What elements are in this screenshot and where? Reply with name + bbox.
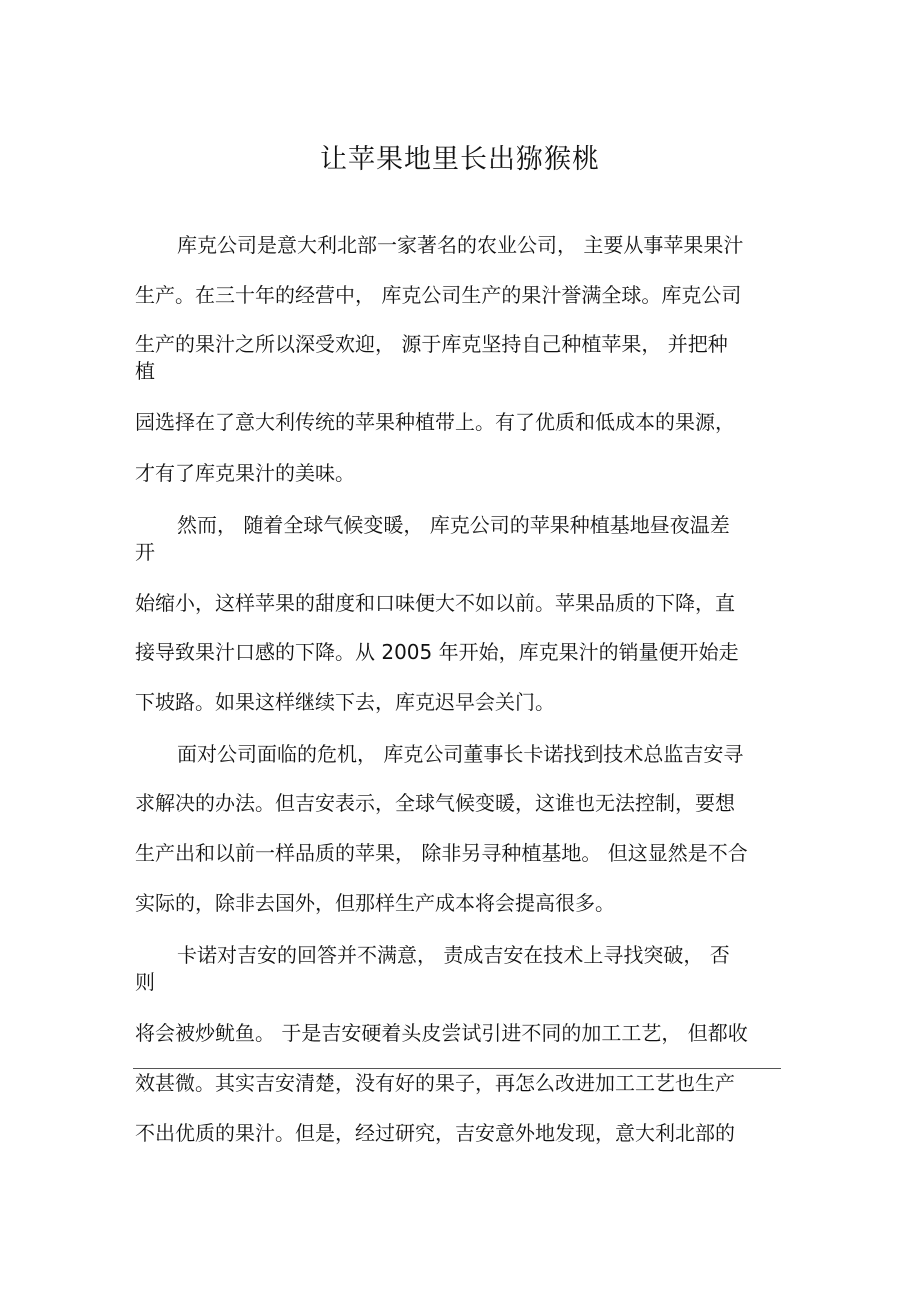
text-line: 卡诺对吉安的回答并不满意， 责成吉安在技术上寻找突破， 否 bbox=[177, 943, 730, 967]
text-line: 然而， 随着全球气候变暖， 库克公司的苹果种植基地昼夜温差 bbox=[177, 513, 730, 537]
text-line: 生产的果汁之所以深受欢迎， 源于库克坚持自己种植苹果， 并把种 bbox=[135, 332, 728, 356]
text-line: 实际的，除非去国外，但那样生产成本将会提高很多。 bbox=[135, 891, 615, 915]
text-line: 生产出和以前一样品质的苹果， 除非另寻种植基地。 但这显然是不合 bbox=[135, 841, 748, 865]
text-line: 生产。在三十年的经营中， 库克公司生产的果汁誉满全球。库克公司 bbox=[135, 283, 742, 307]
document-title: 让苹果地里长出猕猴桃 bbox=[320, 144, 600, 175]
text-line: 将会被炒鱿鱼。 于是吉安硬着头皮尝试引进不同的加工工艺， 但都收 bbox=[135, 1021, 748, 1045]
text-line: 才有了库克果汁的美味。 bbox=[135, 461, 355, 485]
text-line: 面对公司面临的危机， 库克公司董事长卡诺找到技术总监吉安寻 bbox=[177, 742, 744, 766]
text-line: 始缩小，这样苹果的甜度和口味便大不如以前。苹果品质的下降，直 bbox=[135, 591, 735, 615]
text-line: 求解决的办法。但吉安表示，全球气候变暖，这谁也无法控制，要想 bbox=[135, 791, 735, 815]
text-line: 不出优质的果汁。但是，经过研究，吉安意外地发现，意大利北部的 bbox=[135, 1121, 735, 1145]
text-line: 植 bbox=[135, 359, 155, 383]
text-line: 效甚微。其实吉安清楚，没有好的果子，再怎么改进加工工艺也生产 bbox=[135, 1071, 735, 1095]
text-line: 则 bbox=[135, 970, 155, 994]
text-line: 开 bbox=[135, 540, 155, 564]
text-line: 库克公司是意大利北部一家著名的农业公司， 主要从事苹果果汁 bbox=[177, 233, 744, 257]
text-line: 接导致果汁口感的下降。从 2005 年开始，库克果汁的销量便开始走 bbox=[135, 640, 739, 664]
text-line: 园选择在了意大利传统的苹果种植带上。有了优质和低成本的果源， bbox=[135, 410, 735, 434]
text-line: 下坡路。如果这样继续下去，库克迟早会关门。 bbox=[135, 690, 555, 714]
